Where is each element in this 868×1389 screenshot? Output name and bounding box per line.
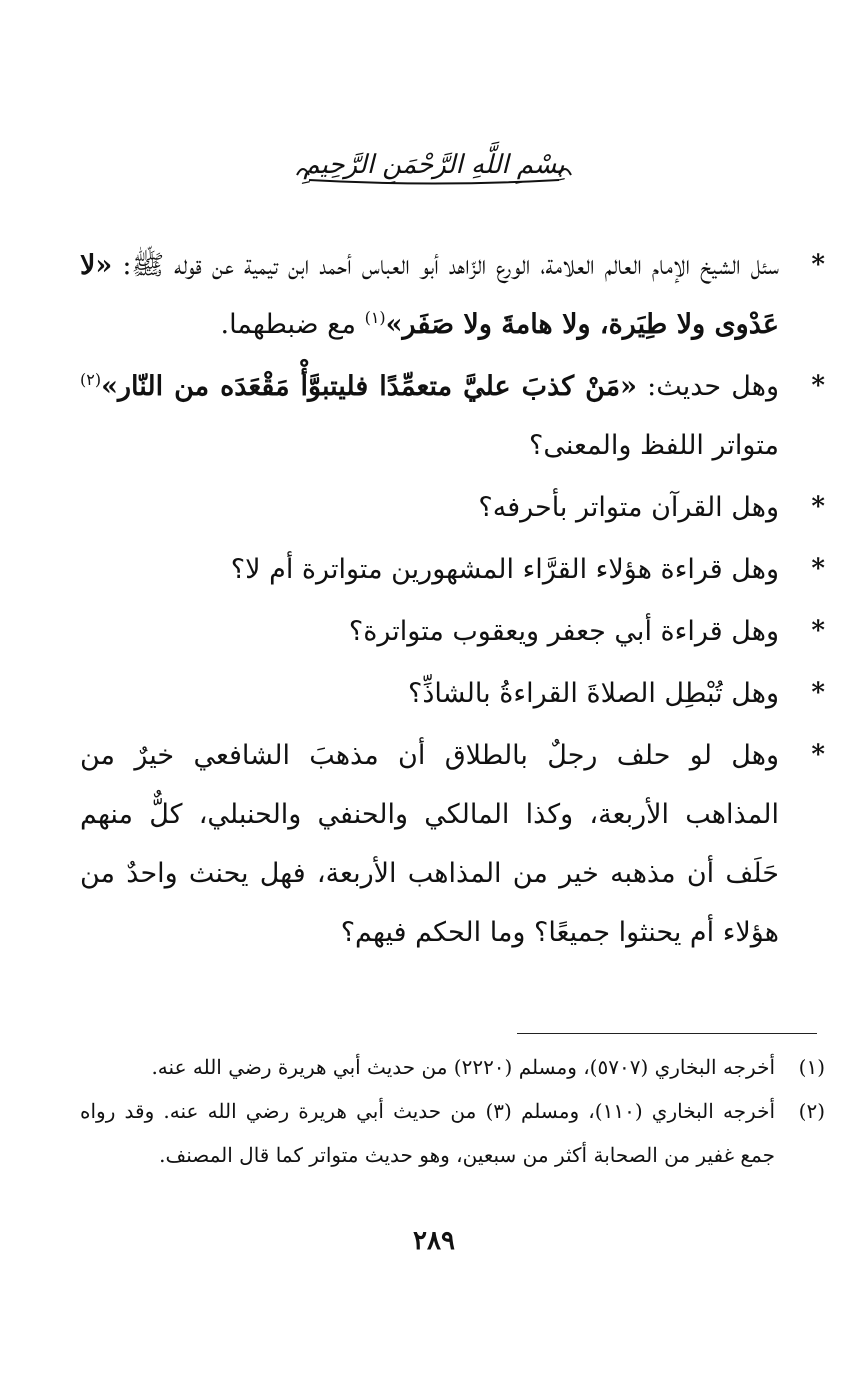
basmala-header [0,135,868,195]
footnote [80,1089,825,1177]
hadith-quote: «مَنْ كذبَ عليَّ متعمِّدًا فليتبوَّأْ مَقْعَدَه من النّار» [101,371,637,402]
question-text: متواتر اللفظ والمعنى؟ [529,430,779,461]
question-item [80,540,825,599]
question-text: مع ضبطهما. [220,309,365,340]
footnote-text: أخرجه البخاري (٥٧٠٧)، ومسلم (٢٢٢٠) من حديث أبي هريرة رضي الله عنه. [151,1055,775,1079]
hadith-quote: «لا عَدْوى ولا طِيَرة، ولا هامةَ ولا صَفَر» [80,250,779,340]
asterisk-bullet-icon: * [811,250,825,280]
question-text: وهل حديث: [636,371,779,402]
basmala-text: بِسْمِ اللَّهِ الرَّحْمَنِ الرَّحِيمِ [303,150,565,180]
asterisk-bullet-icon: * [811,492,825,522]
question-text: وهل قراءة هؤلاء القرَّاء المشهورين متواترة أم لا؟ [230,554,779,585]
question-item [80,602,825,661]
asterisk-bullet-icon: * [811,678,825,708]
footnote-text: أخرجه البخاري (١١٠)، ومسلم (٣) من حديث أبي هريرة رضي الله عنه. وقد رواه جمع غفير من الصحابة أكثر من سبعين، وهو حديث متواتر كما قال المصنف. [80,1099,776,1167]
question-text: وهل القرآن متواتر بأحرفه؟ [478,492,779,523]
asterisk-bullet-icon: * [811,616,825,646]
question-text: وهل قراءة أبي جعفر ويعقوب متواترة؟ [348,616,779,647]
footnote-number: (١) [798,1055,825,1079]
asterisk-bullet-icon: * [811,740,825,770]
question-item [80,357,825,475]
footnote-divider [517,1033,817,1034]
question-item [80,478,825,537]
question-item [80,726,825,962]
question-item [80,664,825,723]
question-text: سئل الشيخ الإمام العالم العلامة، الورع الزّاهد أبو العباس أحمد ابن تيمية عن قوله ﷺ: [112,250,779,281]
asterisk-bullet-icon: * [811,554,825,584]
footnotes [80,1045,825,1177]
page-number: ٢٨٩ [413,1226,455,1256]
footnote-number: (٢) [798,1099,825,1123]
footnote-ref: (٢) [80,370,102,389]
question-text: وهل تُبْطِل الصلاةَ القراءةُ بالشاذِّ؟ [408,678,779,709]
footnote [80,1045,825,1089]
footnote-ref: (١) [364,308,386,327]
questions-list [80,236,825,965]
basmala-calligraphy-icon [269,135,599,195]
question-text: وهل لو حلف رجلٌ بالطلاق أن مذهبَ الشافعي خيرٌ من المذاهب الأربعة، وكذا المالكي والحنفي والحنبلي، كلٌّ منهم حَلَف أن مذهبه خير من المذاهب الأربعة، فهل يحنث واحدٌ من هؤلاء أم يحنثوا جميعًا؟ وما الحكم فيهم؟ [80,740,779,948]
question-item [80,236,825,354]
asterisk-bullet-icon: * [811,371,825,401]
